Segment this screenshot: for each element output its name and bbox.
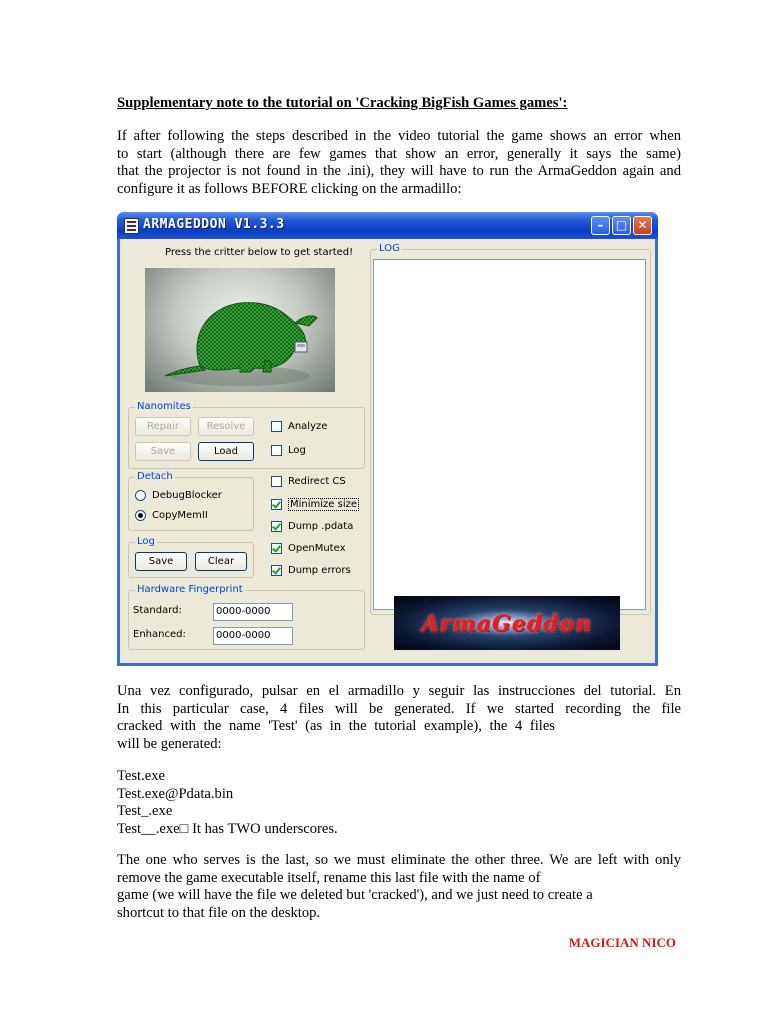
document-title: Supplementary note to the tutorial on 'Cracking BigFish Games games': [117, 95, 568, 111]
checkbox-box[interactable] [271, 565, 282, 576]
log-output-area[interactable] [373, 259, 646, 610]
final-line: The one who serves is the last, so we must eliminate the other three. We are left with only [117, 852, 681, 868]
debugblocker-label: DebugBlocker [152, 490, 222, 501]
configured-line: will be generated: [117, 735, 222, 752]
resolve-button[interactable]: Resolve [198, 417, 254, 436]
final-paragraph [117, 852, 681, 922]
final-line: shortcut to that file on the desktop. [117, 904, 321, 921]
minimize-size-checkbox[interactable] [271, 498, 359, 511]
app-icon [124, 218, 139, 234]
radio-circle[interactable] [135, 510, 146, 521]
checkbox-box[interactable] [271, 543, 282, 554]
intro-line: If after following the steps described in the video tutorial the game shows an error when [117, 128, 681, 144]
intro-paragraph [117, 128, 681, 198]
file-list-item: Test__.exe□ It has TWO underscores. [117, 820, 338, 837]
minimize-button[interactable]: – [591, 216, 610, 235]
analyze-checkbox[interactable] [271, 421, 327, 432]
copymem-radio[interactable] [135, 510, 208, 521]
armageddon-window [117, 212, 658, 666]
log-group-label: Log [137, 536, 155, 547]
dump-errors-checkbox[interactable] [271, 565, 351, 576]
file-list [117, 768, 681, 838]
checkbox-box[interactable] [271, 421, 282, 432]
start-prompt: Press the critter below to get started! [165, 247, 354, 258]
enhanced-fingerprint-field[interactable]: 0000-0000 [213, 627, 293, 645]
armadillo-critter-image[interactable] [145, 268, 335, 392]
redirect-cs-label: Redirect CS [288, 476, 346, 487]
repair-button[interactable]: Repair [135, 417, 191, 436]
log-pane-label: LOG [379, 243, 400, 254]
log-checkbox[interactable] [271, 445, 306, 456]
standard-label: Standard: [133, 605, 182, 616]
checkbox-box[interactable] [271, 521, 282, 532]
banner-logo-text: ArmaGeddon [421, 611, 593, 637]
log-option-label: Log [288, 445, 306, 456]
file-list-item: Test.exe [117, 768, 166, 784]
log-clear-button[interactable]: Clear [195, 552, 247, 571]
nanomites-load-button[interactable]: Load [198, 442, 254, 461]
final-line: game (we will have the file we deleted but 'cracked'), and we just need to create a [117, 887, 593, 903]
debugblocker-radio[interactable] [135, 490, 222, 501]
armageddon-logo-banner [394, 596, 620, 650]
intro-line: configure it as follows BEFORE clicking on the armadillo: [117, 180, 462, 197]
intro-line: to start (although there are few games that show an error, generally it says the same) [117, 145, 681, 162]
configured-line: cracked with the name 'Test' (as in the tutorial example), the 4 files [117, 718, 555, 734]
standard-fingerprint-field[interactable]: 0000-0000 [213, 603, 293, 621]
final-line: remove the game executable itself, rename this last file with the name of [117, 869, 541, 886]
window-title: ARMAGEDDON V1.3.3 [143, 217, 285, 232]
analyze-label: Analyze [288, 421, 328, 432]
radio-circle[interactable] [135, 490, 146, 501]
checkbox-box[interactable] [271, 476, 282, 487]
configured-line: In this particular case, 4 files will be generated. If we started recording the file [117, 700, 681, 717]
file-list-item: Test_.exe [117, 803, 173, 819]
signature: MAGICIAN NICO [568, 935, 676, 950]
dump-errors-label: Dump errors [288, 565, 351, 576]
maximize-button[interactable]: □ [612, 216, 631, 235]
nanomites-save-button[interactable]: Save [135, 442, 191, 461]
window-titlebar[interactable] [117, 212, 658, 239]
log-save-button[interactable]: Save [135, 552, 187, 571]
nanomites-group-label: Nanomites [137, 401, 191, 412]
intro-line: that the projector is not found in the .ini), they will have to run the ArmaGeddon again and [117, 163, 681, 179]
hardware-fingerprint-label: Hardware Fingerprint [137, 584, 243, 595]
dump-pdata-label: Dump .pdata [288, 521, 354, 532]
checkbox-box[interactable] [271, 445, 282, 456]
checkbox-box[interactable] [271, 499, 282, 510]
minimize-size-label: Minimize size [290, 499, 358, 510]
close-button[interactable]: ✕ [633, 216, 652, 235]
dump-pdata-checkbox[interactable] [271, 521, 353, 532]
copymem-label: CopyMemII [152, 510, 208, 521]
window-client-area [120, 239, 655, 663]
open-mutex-checkbox[interactable] [271, 543, 346, 554]
file-list-item: Test.exe@Pdata.bin [117, 785, 234, 802]
detach-group [128, 471, 254, 531]
configured-line: Una vez configurado, pulsar en el armadillo y seguir las instrucciones del tutorial. En [117, 683, 681, 699]
enhanced-label: Enhanced: [133, 629, 186, 640]
redirect-cs-checkbox[interactable] [271, 476, 346, 487]
configured-paragraph [117, 683, 681, 753]
detach-group-label: Detach [137, 471, 173, 482]
open-mutex-label: OpenMutex [288, 543, 346, 554]
